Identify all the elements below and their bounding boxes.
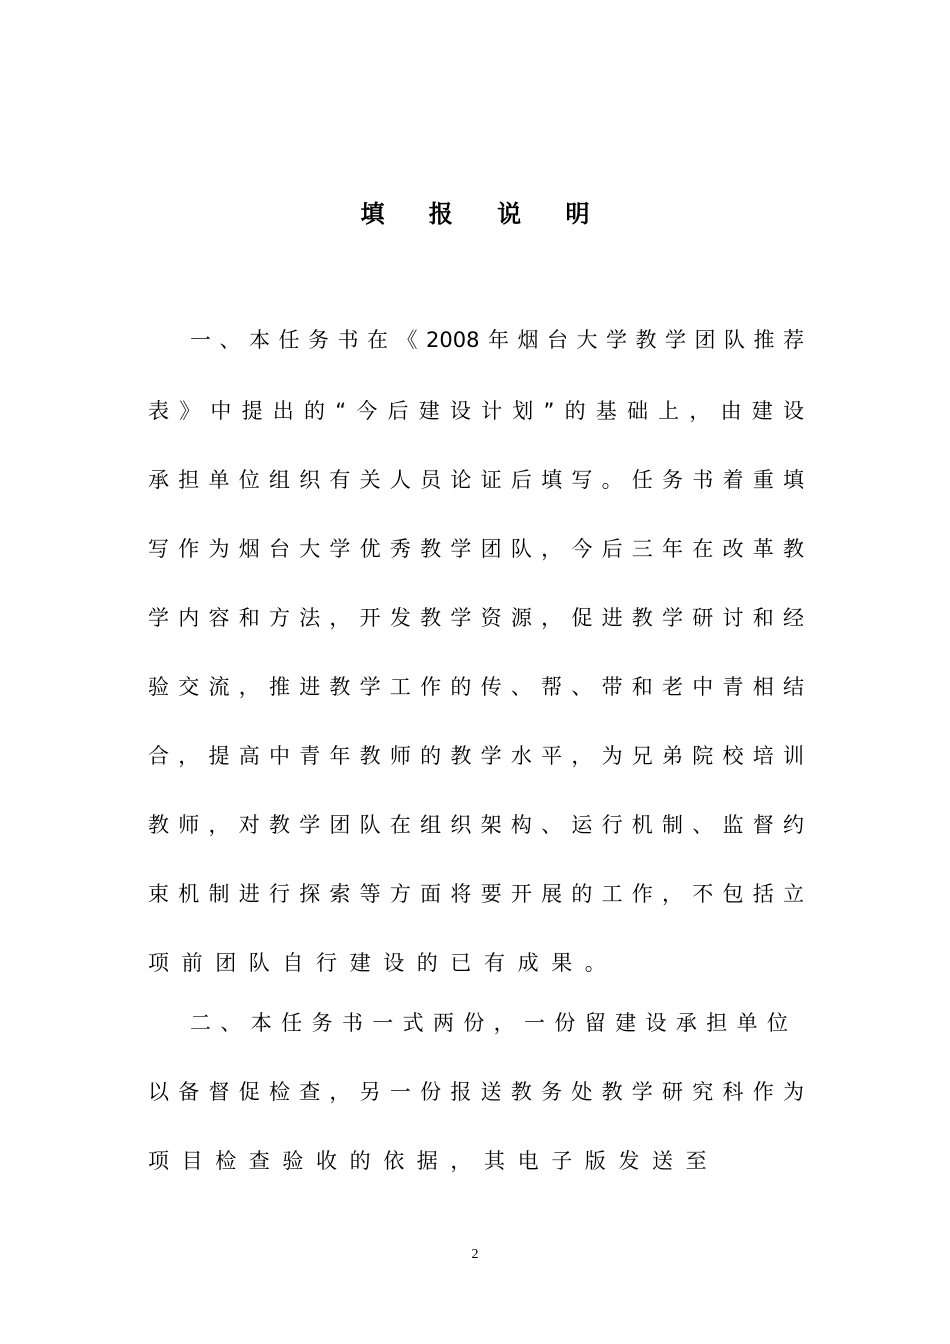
text-line: 验交流，推进教学工作的传、帮、带和老中青相结 <box>148 675 804 699</box>
text-line: 写作为烟台大学优秀教学团队，今后三年在改革教 <box>148 537 804 561</box>
text-line: 项目检查验收的依据，其电子版发送至 <box>148 1149 720 1173</box>
text-line: 学内容和方法，开发教学资源，促进教学研讨和经 <box>148 606 804 630</box>
text-line: 一、本任务书在《2008年烟台大学教学团队推荐 <box>190 328 804 352</box>
text-line: 二、本任务书一式两份，一份留建设承担单位 <box>190 1011 788 1035</box>
text-line: 表》中提出的“今后建设计划”的基础上，由建设 <box>148 399 804 423</box>
text-line: 项前团队自行建设的已有成果。 <box>148 951 619 975</box>
page-number: 2 <box>471 1247 479 1262</box>
text-line: 教师，对教学团队在组织架构、运行机制、监督约 <box>148 813 804 837</box>
text-line: 束机制进行探索等方面将要开展的工作，不包括立 <box>148 882 804 906</box>
text-line: 合，提高中青年教师的教学水平，为兄弟院校培训 <box>148 744 804 768</box>
text-line: 承担单位组织有关人员论证后填写。任务书着重填 <box>148 468 804 492</box>
text-line: 以备督促检查，另一份报送教务处教学研究科作为 <box>148 1080 804 1104</box>
page-title: 填 报 说 明 <box>360 200 608 228</box>
